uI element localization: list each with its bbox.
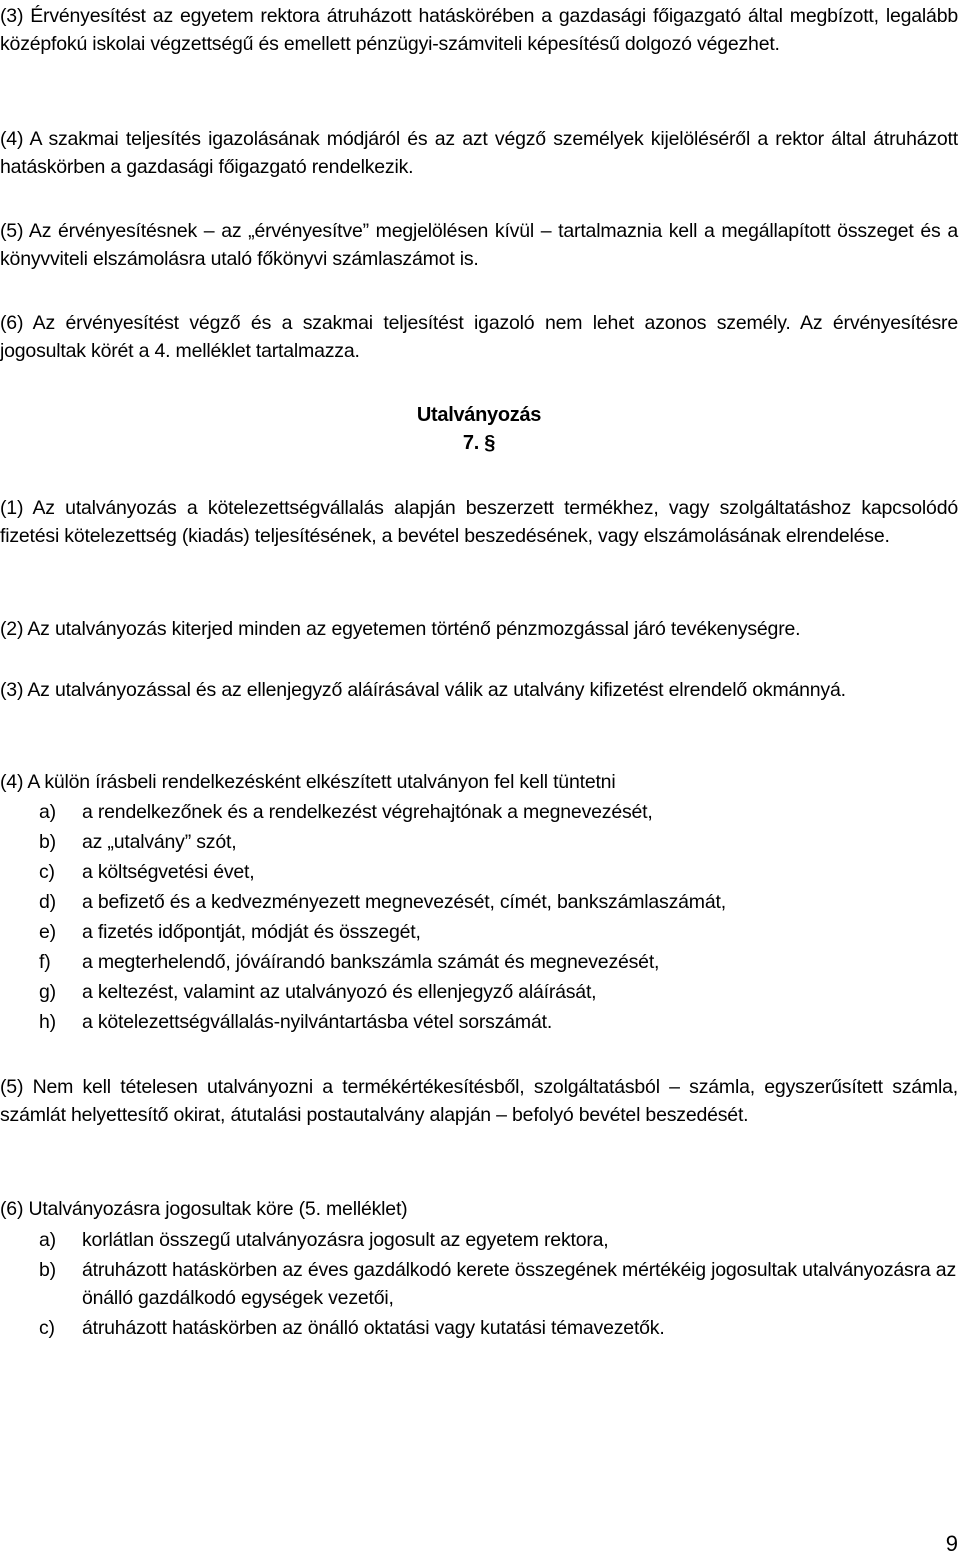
list-marker: d) — [39, 891, 56, 913]
list-marker: a) — [39, 801, 56, 823]
paragraph-3: (3) Érvényesítést az egyetem rektora átruházott hatáskörében a gazdasági főigazgató által megbízott, legalább középfokú iskolai végzettségű és emellett pénzügyi-számviteli képesítésű dolgozó végezhet. — [0, 5, 958, 55]
list-item-text: a költségvetési évet, — [82, 861, 255, 883]
list-item-text: az „utalvány” szót, — [82, 831, 237, 853]
section-title: Utalványozás — [416, 404, 542, 426]
list-marker: e) — [39, 921, 56, 943]
paragraph-4: (4) A szakmai teljesítés igazolásának módjáról és az azt végző személyek kijelöléséről a rektor által átruházott hatáskörben a gazdasági főigazgató rendelkezik. — [0, 128, 958, 178]
authorized-persons-list — [0, 1226, 958, 1344]
list-item — [0, 918, 958, 948]
list-item — [0, 948, 958, 978]
list-marker: c) — [39, 861, 55, 883]
list-item-text: a fizetés időpontját, módját és összegét, — [82, 921, 421, 943]
page-number: 9 — [945, 1531, 958, 1556]
list-item-text: a kötelezettségvállalás-nyilvántartásba vétel sorszámát. — [82, 1011, 553, 1033]
list-item-text: a befizető és a kedvezményezett megnevezését, címét, bankszámlaszámát, — [82, 891, 726, 913]
utalvanyozas-paragraph-1: (1) Az utalványozás a kötelezettségvállalás alapján beszerzett termékhez, vagy szolgáltatáshoz kapcsolódó fizetési kötelezettség (kiadás) teljesítésének, a bevétel beszedésének, vagy elszámolásának elrendelése. — [0, 497, 958, 547]
list-item — [0, 1226, 958, 1256]
list-item — [0, 978, 958, 1008]
list-item — [0, 1008, 958, 1038]
list-item-text: a megterhelendő, jóváírandó bankszámla számát és megnevezését, — [82, 951, 660, 973]
list-item — [0, 858, 958, 888]
paragraph-6: (6) Az érvényesítést végző és a szakmai teljesítést igazoló nem lehet azonos személy. Az érvényesítésre jogosultak körét a 4. melléklet tartalmazza. — [0, 312, 958, 362]
list-item — [0, 888, 958, 918]
list-item-text: átruházott hatáskörben az éves gazdálkodó kerete összegének mértékéig jogosultak utalványozásra az önálló gazdálkodó egységek vezetői, — [82, 1259, 956, 1309]
list-marker: c) — [39, 1317, 55, 1339]
utalvanyozas-paragraph-5: (5) Nem kell tételesen utalványozni a termékértékesítésből, szolgáltatásból – számla, egyszerűsített számla, számlát helyettesítő okirat, átutalási postautalvány alapján – befolyó bevétel beszedését. — [0, 1076, 958, 1126]
list-item-text: korlátlan összegű utalványozásra jogosult az egyetem rektora, — [82, 1229, 609, 1251]
list-marker: g) — [39, 981, 56, 1003]
list-marker: h) — [39, 1011, 56, 1033]
list-item — [0, 1256, 958, 1314]
utalvanyozas-paragraph-4-intro: (4) A külön írásbeli rendelkezésként elkészített utalványon fel kell tüntetni — [0, 771, 616, 793]
list-item-text: a rendelkezőnek és a rendelkezést végrehajtónak a megnevezését, — [82, 801, 653, 823]
list-item-text: átruházott hatáskörben az önálló oktatási vagy kutatási témavezetők. — [82, 1317, 665, 1339]
list-item — [0, 828, 958, 858]
list-marker: b) — [39, 1259, 56, 1281]
required-fields-list — [0, 798, 958, 1038]
list-item — [0, 1314, 958, 1344]
list-marker: b) — [39, 831, 56, 853]
list-item — [0, 798, 958, 828]
utalvanyozas-paragraph-3: (3) Az utalványozással és az ellenjegyző aláírásával válik az utalvány kifizetést elrendelő okmánnyá. — [0, 679, 846, 701]
list-item-text: a keltezést, valamint az utalványozó és ellenjegyző aláírását, — [82, 981, 597, 1003]
utalvanyozas-paragraph-6-intro: (6) Utalványozásra jogosultak köre (5. melléklet) — [0, 1198, 408, 1220]
section-number: 7. § — [462, 432, 496, 454]
list-marker: f) — [39, 951, 51, 973]
utalvanyozas-paragraph-2: (2) Az utalványozás kiterjed minden az egyetemen történő pénzmozgással járó tevékenységre. — [0, 618, 801, 640]
paragraph-5: (5) Az érvényesítésnek – az „érvényesítve” megjelölésen kívül – tartalmaznia kell a megállapított összeget és a könyvviteli elszámolásra utaló főkönyvi számlaszámot is. — [0, 220, 958, 270]
list-marker: a) — [39, 1229, 56, 1251]
